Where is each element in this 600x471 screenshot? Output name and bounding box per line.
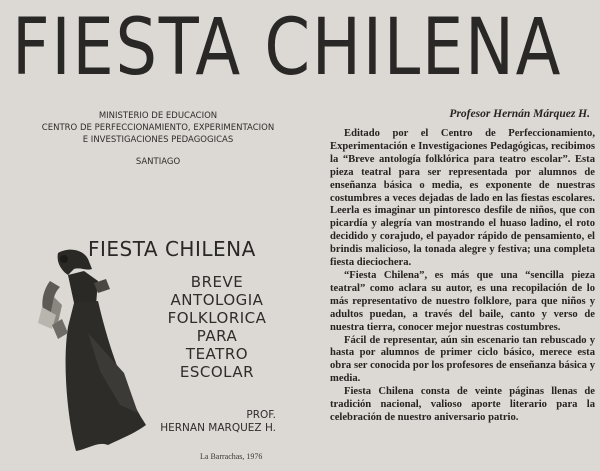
cover-subtitle-line: ESCOLAR (179, 363, 255, 381)
article-paragraph: “Fiesta Chilena”, es más que una “sencilla pieza teatral” como aclara su autor, es una recopilación de lo más representativo de nuestro folklore, para que niños y adultos puedan, a través del baile, canto y verso de nuestra tierra, conocer mejor nuestras costumbres. (330, 269, 595, 333)
ministry-line: CENTRO DE PERFECCIONAMIENTO, EXPERIMENTACION (41, 123, 275, 133)
cover-subtitle-line: PARA (196, 327, 238, 345)
cover-author-name: HERNAN MARQUEZ H. (160, 422, 276, 434)
cover-subtitle-line: ANTOLOGIA (170, 291, 264, 309)
ministry-city: SANTIAGO (135, 157, 181, 167)
ministry-line: E INVESTIGACIONES PEDAGOGICAS (82, 135, 234, 145)
ministry-line: MINISTERIO DE EDUCACION (98, 111, 218, 121)
article-paragraph: Editado por el Centro de Perfeccionamiento, Experimentación e Investigaciones Pedagógicas, recibimos la “Breve antología folklórica para teatro escolar”. Esta pieza teatral para ser representada por alumnos de enseñanza básica o media, es exponente de nuestras costumbres a veces dejadas de lado en las fiestas escolares. Leerla es imaginar un pintoresco desfile de niños, que con picardía y alegría van mostrando el huaso ladino, el roto decidido y corajudo, el payador rápido de pensamiento, el brindis malicioso, la tonada alegre y festiva; una completa fiesta dieciochera. (330, 128, 595, 269)
article-body (330, 128, 595, 468)
article-paragraph: Fiesta Chilena consta de veinte páginas llenas de tradición nacional, valioso aporte literario para la celebración de nuestro aniversario patrio. (330, 386, 595, 423)
article-paragraph: Fácil de representar, aún sin escenario tan rebuscado y hasta por alumnos de primer ciclo básico, merece esta obra ser conocida por los profesores de enseñanza básica y media. (330, 334, 595, 385)
cover-author (136, 409, 276, 435)
cover-subtitle-line: FOLKLORICA (167, 309, 267, 327)
cover-author-title: PROF. (246, 409, 276, 421)
book-cover (28, 225, 290, 461)
cover-imprint: La Barrachas, 1976 (200, 452, 263, 461)
cover-subtitle-line: BREVE (190, 273, 244, 291)
article-byline: Profesor Hernán Márquez H. (449, 108, 590, 120)
cover-subtitle (142, 273, 292, 381)
headline: FIESTA CHILENA (12, 3, 563, 93)
ministry-header (28, 110, 288, 168)
cover-title: FIESTA CHILENA (88, 237, 256, 261)
cover-subtitle-line: TEATRO (185, 345, 249, 363)
